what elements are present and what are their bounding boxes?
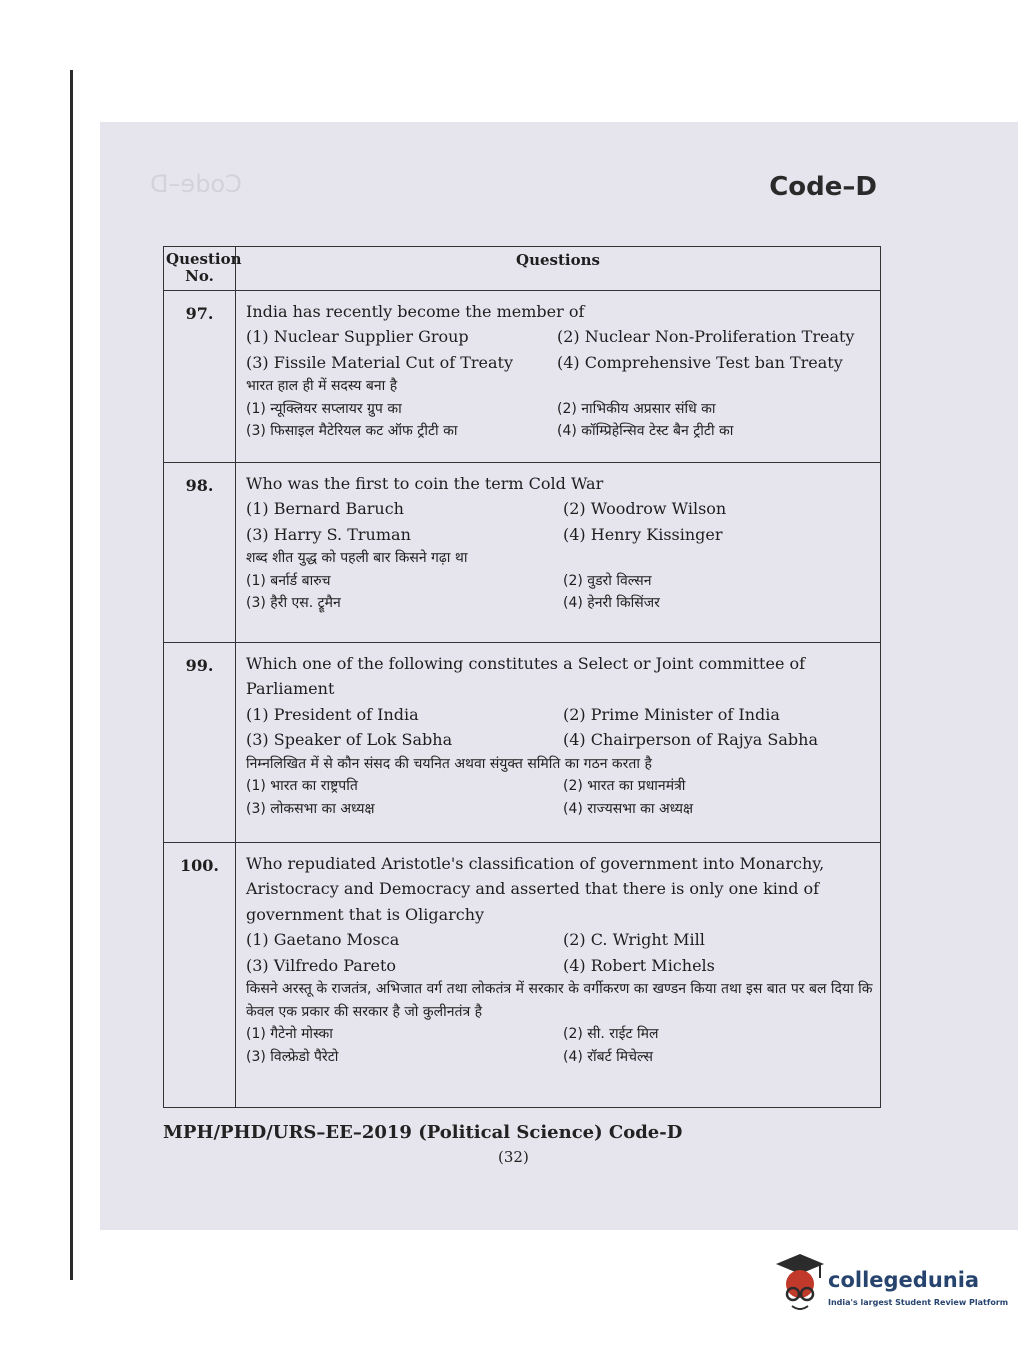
option: (4) कॉम्प्रिहेन्सिव टेस्ट बैन ट्रीटी का [557, 423, 734, 440]
question-body [236, 462, 881, 642]
question-no-header: Question No. [164, 247, 236, 291]
question-stem-en: India has recently become the member of [246, 301, 585, 321]
option: (1) Bernard Baruch [246, 499, 404, 519]
option: (4) हेनरी किसिंजर [563, 595, 660, 612]
option: (2) भारत का प्रधानमंत्री [563, 778, 686, 795]
question-stem-hi: किसने अरस्तू के राजतंत्र, अभिजात वर्ग तथा लोकतंत्र में सरकार के वर्गीकरण का खण्डन किया तथा इस बात पर बल दिया कि केवल एक प्रकार की सरकार है जो कुलीनतंत्र है [246, 981, 873, 1020]
options-hi [246, 398, 874, 443]
option: (4) Comprehensive Test ban Treaty [557, 352, 843, 372]
option: (4) रॉबर्ट मिचेल्स [563, 1048, 653, 1065]
brand-name: collegedunia [828, 1268, 980, 1292]
questions-header: Questions [236, 247, 881, 291]
option: (2) सी. राईट मिल [563, 1026, 659, 1043]
option: (2) Woodrow Wilson [563, 499, 727, 519]
option: (1) गैटेनो मोस्का [246, 1026, 333, 1043]
exam-footer: MPH/PHD/URS–EE–2019 (Political Science) Code-D [163, 1122, 683, 1143]
options-hi [246, 775, 874, 820]
options-en [246, 324, 874, 375]
question-stem-hi: भारत हाल ही में सदस्य बना है [246, 378, 398, 395]
option: (3) लोकसभा का अध्यक्ष [246, 800, 375, 817]
option: (2) Nuclear Non-Proliferation Treaty [557, 327, 855, 347]
question-stem-en: Which one of the following constitutes a Select or Joint committee of Parliament [246, 653, 806, 699]
option: (1) President of India [246, 704, 419, 724]
question-body [236, 642, 881, 842]
option: (1) बर्नार्ड बारुच [246, 572, 331, 589]
question-stem-hi: शब्द शीत युद्ध को पहली बार किसने गढ़ा था [246, 550, 468, 567]
page-number: (32) [498, 1148, 529, 1166]
option: (1) Nuclear Supplier Group [246, 327, 469, 347]
question-number: 98. [164, 462, 236, 642]
option: (3) Vilfredo Pareto [246, 955, 397, 975]
question-stem-hi: निम्नलिखित में से कौन संसद की चयनित अथवा संयुक्त समिति का गठन करता है [246, 755, 652, 772]
table-row [164, 642, 881, 842]
option: (4) Chairperson of Rajya Sabha [563, 730, 818, 750]
question-number: 97. [164, 290, 236, 462]
table-row [164, 462, 881, 642]
option: (3) फिसाइल मैटेरियल कट ऑफ ट्रीटी का [246, 423, 458, 440]
options-hi [246, 1023, 874, 1068]
page-edge [70, 70, 73, 1280]
option: (3) Fissile Material Cut of Treaty [246, 352, 514, 372]
page-code: Code–D [769, 172, 877, 202]
table-header-row [164, 247, 881, 291]
collegedunia-logo[interactable] [770, 1250, 1009, 1330]
question-number: 100. [164, 842, 236, 1107]
option: (1) भारत का राष्ट्रपति [246, 778, 358, 795]
question-stem-en: Who repudiated Aristotle's classification of government into Monarchy, Aristocracy and Democracy and asserted that there is only one kind of government that is Oligarchy [246, 853, 825, 924]
options-en [246, 496, 874, 547]
option: (3) Speaker of Lok Sabha [246, 730, 453, 750]
option: (3) Harry S. Truman [246, 524, 411, 544]
question-body [236, 842, 881, 1107]
option: (2) नाभिकीय अप्रसार संधि का [557, 400, 716, 417]
options-en [246, 702, 874, 753]
question-number: 99. [164, 642, 236, 842]
options-hi [246, 570, 874, 615]
table-row [164, 842, 881, 1107]
table-row [164, 290, 881, 462]
question-body [236, 290, 881, 462]
brand-tagline: India's largest Student Review Platform [828, 1298, 1009, 1307]
questions-table [163, 246, 881, 1108]
option: (1) न्यूक्लियर सप्लायर ग्रुप का [246, 400, 402, 417]
question-stem-en: Who was the first to coin the term Cold War [246, 473, 604, 493]
option: (3) हैरी एस. ट्रूमैन [246, 595, 341, 612]
option: (1) Gaetano Mosca [246, 930, 400, 950]
bleed-through-text: Code–D [150, 170, 242, 198]
option: (4) Robert Michels [563, 955, 715, 975]
option: (2) C. Wright Mill [563, 930, 705, 950]
mascot-icon [770, 1250, 826, 1320]
option: (2) वुडरो विल्सन [563, 572, 652, 589]
option: (4) राज्यसभा का अध्यक्ष [563, 800, 694, 817]
options-en [246, 927, 874, 978]
option: (2) Prime Minister of India [563, 704, 780, 724]
option: (4) Henry Kissinger [563, 524, 723, 544]
option: (3) विल्फ्रेडो पैरेटो [246, 1048, 339, 1065]
